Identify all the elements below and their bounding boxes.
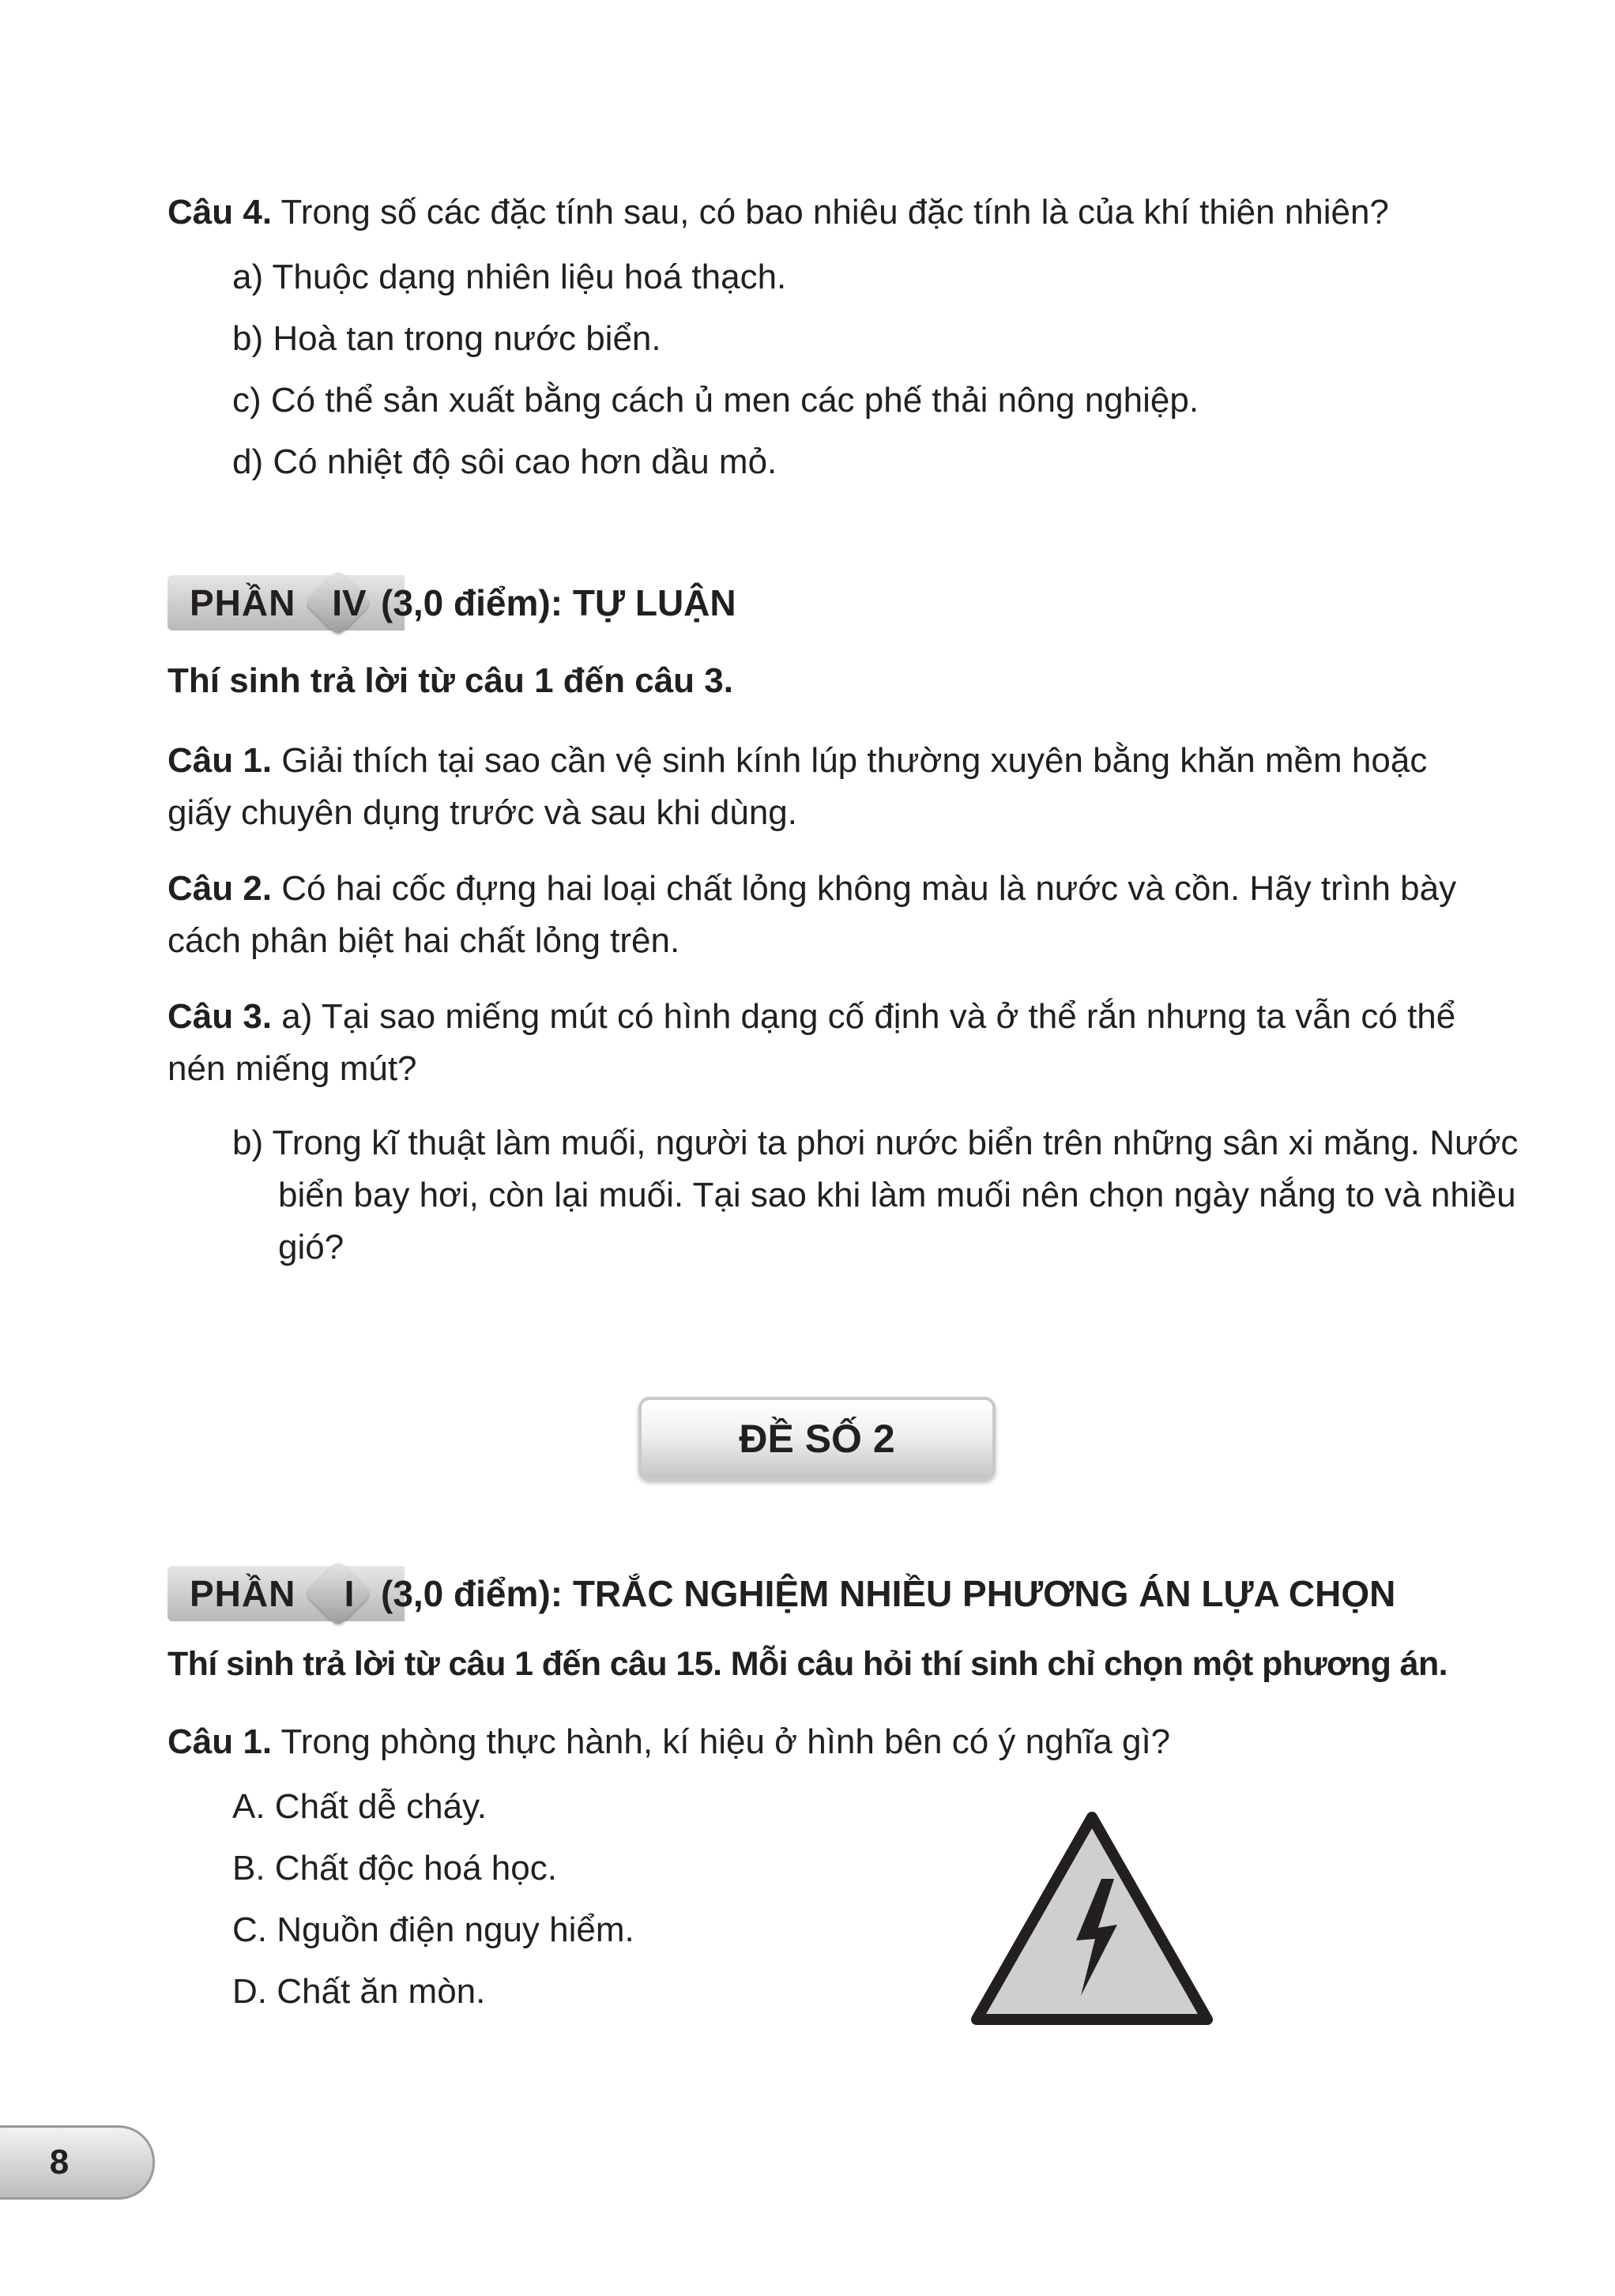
mc-question-1-option-c: C. Nguồn điện nguy hiểm. bbox=[232, 1910, 634, 1949]
essay-question-2 bbox=[168, 863, 1479, 967]
mc-question-1-option-d: D. Chất ăn mòn. bbox=[232, 1972, 486, 2011]
part-1-instruction: Thí sinh trả lời từ câu 1 đến câu 15. Mỗi câu hỏi thí sinh chỉ chọn một phương án. bbox=[168, 1645, 1447, 1683]
question-4-label: Câu 4. bbox=[168, 193, 273, 231]
essay-question-3-label: Câu 3. bbox=[168, 997, 273, 1036]
essay-question-2-label: Câu 2. bbox=[168, 869, 273, 908]
exam-title: ĐỀ SỐ 2 bbox=[739, 1417, 895, 1461]
mc-question-1-option-b: B. Chất độc hoá học. bbox=[232, 1849, 557, 1888]
essay-question-3-text: a) Tại sao miếng mút có hình dạng cố định và ở thể rắn nhưng ta vẫn có thể nén miếng mút? bbox=[168, 997, 1456, 1088]
question-4-option-b: b) Hoà tan trong nước biển. bbox=[232, 319, 661, 358]
page-number: 8 bbox=[49, 2143, 70, 2181]
essay-question-1-text: Giải thích tại sao cần vệ sinh kính lúp thường xuyên bằng khăn mềm hoặc giấy chuyên dụng trước và sau khi dùng. bbox=[168, 741, 1428, 832]
mc-question-1-option-a: A. Chất dễ cháy. bbox=[232, 1787, 488, 1826]
section-title: (3,0 điểm): TỰ LUẬN bbox=[381, 582, 736, 623]
essay-question-1-label: Câu 1. bbox=[168, 741, 273, 780]
section-roman-numeral: I bbox=[344, 1573, 355, 1614]
section-label: PHẦN bbox=[190, 582, 296, 623]
page-number-tab bbox=[0, 2125, 155, 2200]
section-label: PHẦN bbox=[190, 1573, 296, 1614]
mc-question-1-text: Trong phòng thực hành, kí hiệu ở hình bên có ý nghĩa gì? bbox=[272, 1722, 1171, 1761]
section-roman-numeral: IV bbox=[332, 582, 367, 623]
essay-question-1 bbox=[168, 735, 1479, 839]
high-voltage-warning-icon bbox=[967, 1806, 1217, 2032]
exam-title-banner bbox=[638, 1397, 996, 1481]
question-4 bbox=[168, 186, 1479, 239]
essay-question-3-part-b: b) Trong kĩ thuật làm muối, người ta phơi nước biển trên những sân xi măng. Nước biển bay hơi, còn lại muối. Tại sao khi làm muối nên chọn ngày nắng to và nhiều gió? bbox=[232, 1124, 1519, 1267]
question-4-option-c: c) Có thể sản xuất bằng cách ủ men các phế thải nông nghiệp. bbox=[232, 381, 1199, 420]
mc-question-1 bbox=[168, 1716, 1479, 1768]
question-4-option-d: d) Có nhiệt độ sôi cao hơn dầu mỏ. bbox=[232, 442, 777, 481]
essay-question-2-text: Có hai cốc đựng hai loại chất lỏng không màu là nước và cồn. Hãy trình bày cách phân biệt hai chất lỏng trên. bbox=[168, 869, 1457, 960]
mc-question-1-label: Câu 1. bbox=[168, 1722, 273, 1761]
part-4-instruction: Thí sinh trả lời từ câu 1 đến câu 3. bbox=[168, 661, 733, 700]
question-4-option-a: a) Thuộc dạng nhiên liệu hoá thạch. bbox=[232, 258, 787, 296]
essay-question-3 bbox=[168, 991, 1479, 1095]
question-4-text: Trong số các đặc tính sau, có bao nhiêu đặc tính là của khí thiên nhiên? bbox=[272, 193, 1389, 231]
section-title: (3,0 điểm): TRẮC NGHIỆM NHIỀU PHƯƠNG ÁN LỰA CHỌN bbox=[381, 1573, 1396, 1614]
